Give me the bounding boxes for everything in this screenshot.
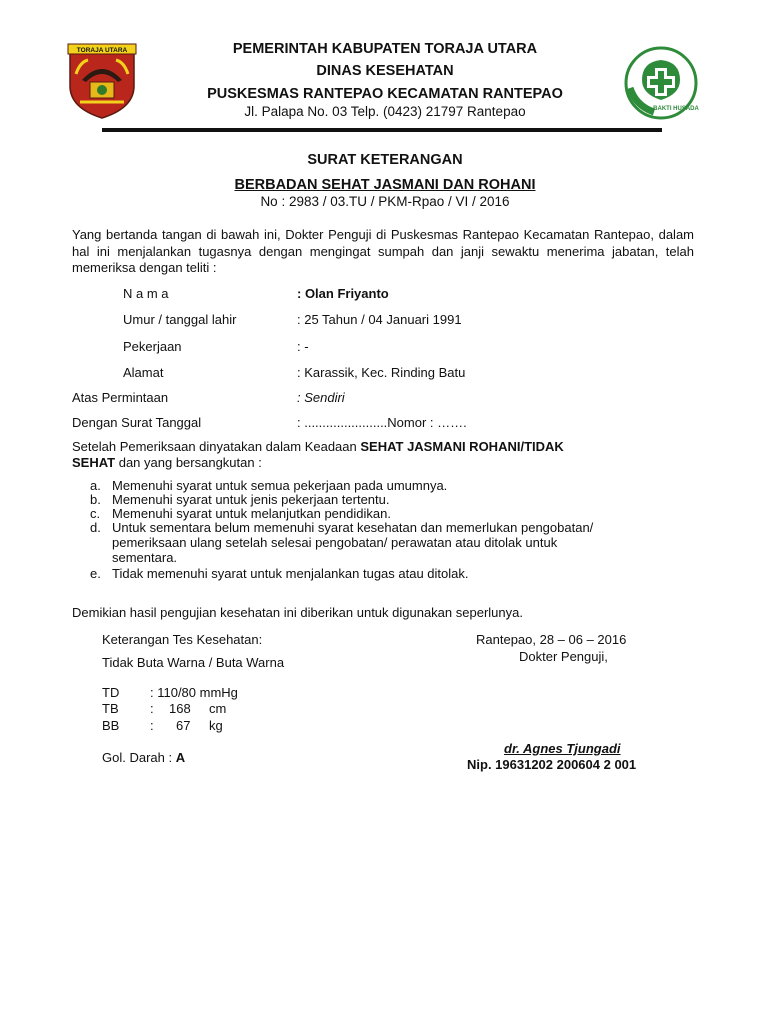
pekerjaan-value: : -	[297, 339, 309, 354]
tes-heading: Keterangan Tes Kesehatan:	[102, 632, 263, 647]
nama-label: N a m a	[123, 286, 169, 301]
header-government: PEMERINTAH KABUPATEN TORAJA UTARA	[232, 41, 538, 57]
place-date: Rantepao, 28 – 06 – 2016	[476, 632, 627, 647]
logo-text: BAKTI HUSADA	[653, 106, 699, 112]
list-text: pemeriksaan ulang setelah selesai pengobatan/ perawatan atau ditolak untuk	[112, 535, 558, 550]
tb-unit: cm	[209, 701, 227, 716]
list-marker: c.	[90, 506, 101, 521]
permintaan-label: Atas Permintaan	[72, 390, 169, 405]
document-subtitle	[150, 177, 620, 193]
header-department: DINAS KESEHATAN	[316, 63, 454, 79]
toraja-utara-emblem	[62, 40, 142, 120]
list-marker: b.	[90, 492, 101, 507]
list-text: sementara.	[112, 550, 178, 565]
td-value: : 110/80 mmHg	[150, 685, 238, 700]
tb-label: TB	[102, 701, 119, 716]
bb-value: 67	[176, 718, 191, 733]
closing-statement: Demikian hasil pengujian kesehatan ini diberikan untuk digunakan seperlunya.	[72, 605, 523, 620]
pekerjaan-label: Pekerjaan	[123, 339, 182, 354]
list-text: Untuk sementara belum memenuhi syarat kesehatan dan memerlukan pengobatan/	[112, 520, 594, 535]
list-marker: e.	[90, 566, 101, 581]
buta-warna: Tidak Buta Warna / Buta Warna	[102, 655, 285, 670]
umur-value: : 25 Tahun / 04 Januari 1991	[297, 312, 462, 327]
signer-role: Dokter Penguji,	[519, 649, 608, 664]
result-line-2	[72, 455, 262, 470]
result-status-cont: SEHAT	[72, 455, 116, 470]
intro-paragraph: Yang bertanda tangan di bawah ini, Dokter Penguji di Puskesmas Rantepao Kecamatan Rantepao, dalam hal ini menjalankan tugasnya dengan mengingat sumpah dan janji sewaktu menerima jabatan, telah memeriksa dengan teliti :	[72, 227, 694, 275]
document-subtitle-text: BERBADAN SEHAT JASMANI DAN ROHANI	[234, 177, 536, 193]
gol-darah-label: Gol. Darah :	[102, 750, 176, 765]
tb-colon: :	[150, 701, 154, 716]
bb-unit: kg	[209, 718, 223, 733]
alamat-label: Alamat	[123, 365, 164, 380]
result-prefix: Setelah Pemeriksaan dinyatakan dalam Keadaan	[72, 439, 361, 454]
list-text: Memenuhi syarat untuk jenis pekerjaan tertentu.	[112, 492, 390, 507]
list-text: Memenuhi syarat untuk melanjutkan pendidikan.	[112, 506, 391, 521]
surat-value: : .......................Nomor : …….	[297, 415, 467, 430]
list-marker: a.	[90, 478, 101, 493]
list-text: Memenuhi syarat untuk semua pekerjaan pada umumnya.	[112, 478, 448, 493]
result-line-1	[72, 439, 564, 454]
header-address: Jl. Palapa No. 03 Telp. (0423) 21797 Rantepao	[244, 104, 526, 119]
gol-darah-value: A	[175, 750, 186, 765]
header-puskesmas: PUSKESMAS RANTEPAO KECAMATAN RANTEPAO	[207, 86, 563, 102]
umur-label: Umur / tanggal lahir	[123, 312, 237, 327]
signer-name: dr. Agnes Tjungadi	[504, 741, 621, 756]
surat-label: Dengan Surat Tanggal	[72, 415, 202, 430]
document-title: SURAT KETERANGAN	[307, 152, 463, 168]
bakti-husada-logo	[620, 44, 702, 122]
bb-colon: :	[150, 718, 154, 733]
td-label: TD	[102, 685, 120, 700]
list-text: Tidak memenuhi syarat untuk menjalankan tugas atau ditolak.	[112, 566, 469, 581]
result-status: SEHAT JASMANI ROHANI/TIDAK	[360, 439, 564, 454]
permintaan-value: : Sendiri	[297, 390, 345, 405]
gol-darah	[102, 750, 185, 765]
document-number: No : 2983 / 03.TU / PKM-Rpao / VI / 2016	[260, 194, 510, 209]
header-divider	[102, 128, 662, 132]
list-marker: d.	[90, 520, 101, 535]
signer-nip: Nip. 19631202 200604 2 001	[467, 757, 637, 772]
nama-value: : Olan Friyanto	[297, 286, 389, 301]
result-suffix: dan yang bersangkutan :	[115, 455, 262, 470]
tb-value: 168	[169, 701, 191, 716]
bb-label: BB	[102, 718, 120, 733]
emblem-text: TORAJA UTARA	[76, 47, 128, 54]
alamat-value: : Karassik, Kec. Rinding Batu	[297, 365, 466, 380]
